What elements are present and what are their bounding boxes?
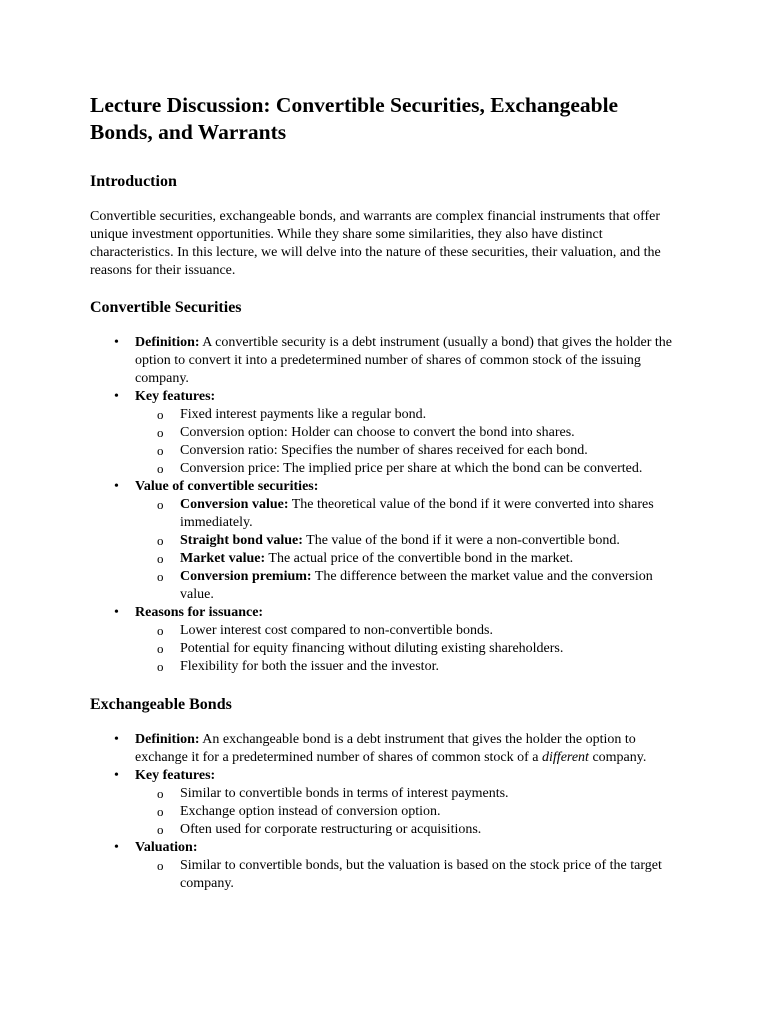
section-heading-introduction: Introduction: [90, 173, 177, 190]
sub-list: [135, 406, 682, 478]
sub-list-item: o Conversion premium: The difference between the market value and the conversion value.: [157, 569, 653, 602]
circle-bullet-icon: o: [157, 497, 164, 512]
sub-list-item: o Similar to convertible bonds in terms of interest payments.: [157, 786, 509, 801]
circle-bullet-icon: o: [157, 822, 164, 837]
list-item: [90, 334, 682, 388]
circle-bullet-icon: o: [157, 425, 164, 440]
bullet-icon: •: [114, 768, 119, 783]
bullet-icon: •: [114, 605, 119, 620]
document-title: Lecture Discussion: Convertible Securities, Exchangeable Bonds, and Warrants: [90, 93, 619, 144]
exchangeable-bonds-list: [90, 731, 682, 893]
bullet-icon: •: [114, 389, 119, 404]
key-features-label: Key features:: [135, 768, 216, 783]
valuation-label: Valuation:: [135, 840, 198, 855]
sub-list-item: o Market value: The actual price of the convertible bond in the market.: [157, 551, 574, 566]
circle-bullet-icon: o: [157, 641, 164, 656]
definition-label: Definition:: [135, 732, 200, 747]
circle-bullet-icon: o: [157, 407, 164, 422]
sub-list-item: o Straight bond value: The value of the bond if it were a non-convertible bond.: [157, 533, 620, 548]
circle-bullet-icon: o: [157, 659, 164, 674]
sub-list-item: o Conversion value: The theoretical value of the bond if it were converted into shares immediately.: [157, 497, 654, 530]
sub-list-item: o Exchange option instead of conversion option.: [157, 804, 441, 819]
sub-list: [135, 785, 682, 839]
sub-list-item: o Conversion ratio: Specifies the number of shares received for each bond.: [157, 443, 588, 458]
bullet-icon: •: [114, 335, 119, 350]
sub-list-item: o Fixed interest payments like a regular bond.: [157, 407, 427, 422]
bullet-icon: •: [114, 840, 119, 855]
definition-text: A convertible security is a debt instrument (usually a bond) that gives the holder the option to convert it into a predetermined number of shares of common stock of the issuing company.: [135, 335, 672, 386]
circle-bullet-icon: o: [157, 804, 164, 819]
sub-list-item: o Similar to convertible bonds, but the valuation is based on the stock price of the target company.: [157, 858, 662, 891]
sub-list: [135, 622, 682, 676]
intro-paragraph: Convertible securities, exchangeable bonds, and warrants are complex financial instruments that offer unique investment opportunities. While they share some similarities, they also have distinct characteristics. In this lecture, we will delve into the nature of these securities, their valuation, and the reasons for their issuance.: [90, 209, 661, 278]
sub-list-item: o Conversion option: Holder can choose to convert the bond into shares.: [157, 425, 575, 440]
sub-list: [135, 857, 682, 893]
sub-list-item: o Often used for corporate restructuring or acquisitions.: [157, 822, 482, 837]
list-item: [90, 839, 682, 893]
circle-bullet-icon: o: [157, 461, 164, 476]
bullet-icon: •: [114, 732, 119, 747]
sub-list: [135, 496, 682, 604]
convertible-securities-list: [90, 334, 682, 676]
list-item: [90, 388, 682, 478]
circle-bullet-icon: o: [157, 533, 164, 548]
section-heading-exchangeable-bonds: Exchangeable Bonds: [90, 696, 232, 713]
circle-bullet-icon: o: [157, 858, 164, 873]
list-item: [90, 478, 682, 604]
value-label: Value of convertible securities:: [135, 479, 319, 494]
section-heading-convertible-securities: Convertible Securities: [90, 299, 242, 316]
sub-list-item: o Potential for equity financing without diluting existing shareholders.: [157, 641, 564, 656]
list-item: • Definition: An exchangeable bond is a debt instrument that gives the holder the option to exchange it for a predetermined number of shares of common stock of a different company.: [114, 732, 647, 765]
circle-bullet-icon: o: [157, 786, 164, 801]
circle-bullet-icon: o: [157, 569, 164, 584]
sub-list-item: o Conversion price: The implied price per share at which the bond can be converted.: [157, 461, 643, 476]
sub-list-item: o Flexibility for both the issuer and the investor.: [157, 659, 439, 674]
document-page: [90, 92, 682, 912]
key-features-label: Key features:: [135, 389, 216, 404]
circle-bullet-icon: o: [157, 623, 164, 638]
bullet-icon: •: [114, 479, 119, 494]
reasons-label: Reasons for issuance:: [135, 605, 264, 620]
sub-list-item: o Lower interest cost compared to non-convertible bonds.: [157, 623, 493, 638]
list-item: [90, 604, 682, 676]
circle-bullet-icon: o: [157, 551, 164, 566]
emphasis-text: different: [542, 750, 589, 765]
definition-label: Definition:: [135, 335, 200, 350]
circle-bullet-icon: o: [157, 443, 164, 458]
list-item: [90, 767, 682, 839]
